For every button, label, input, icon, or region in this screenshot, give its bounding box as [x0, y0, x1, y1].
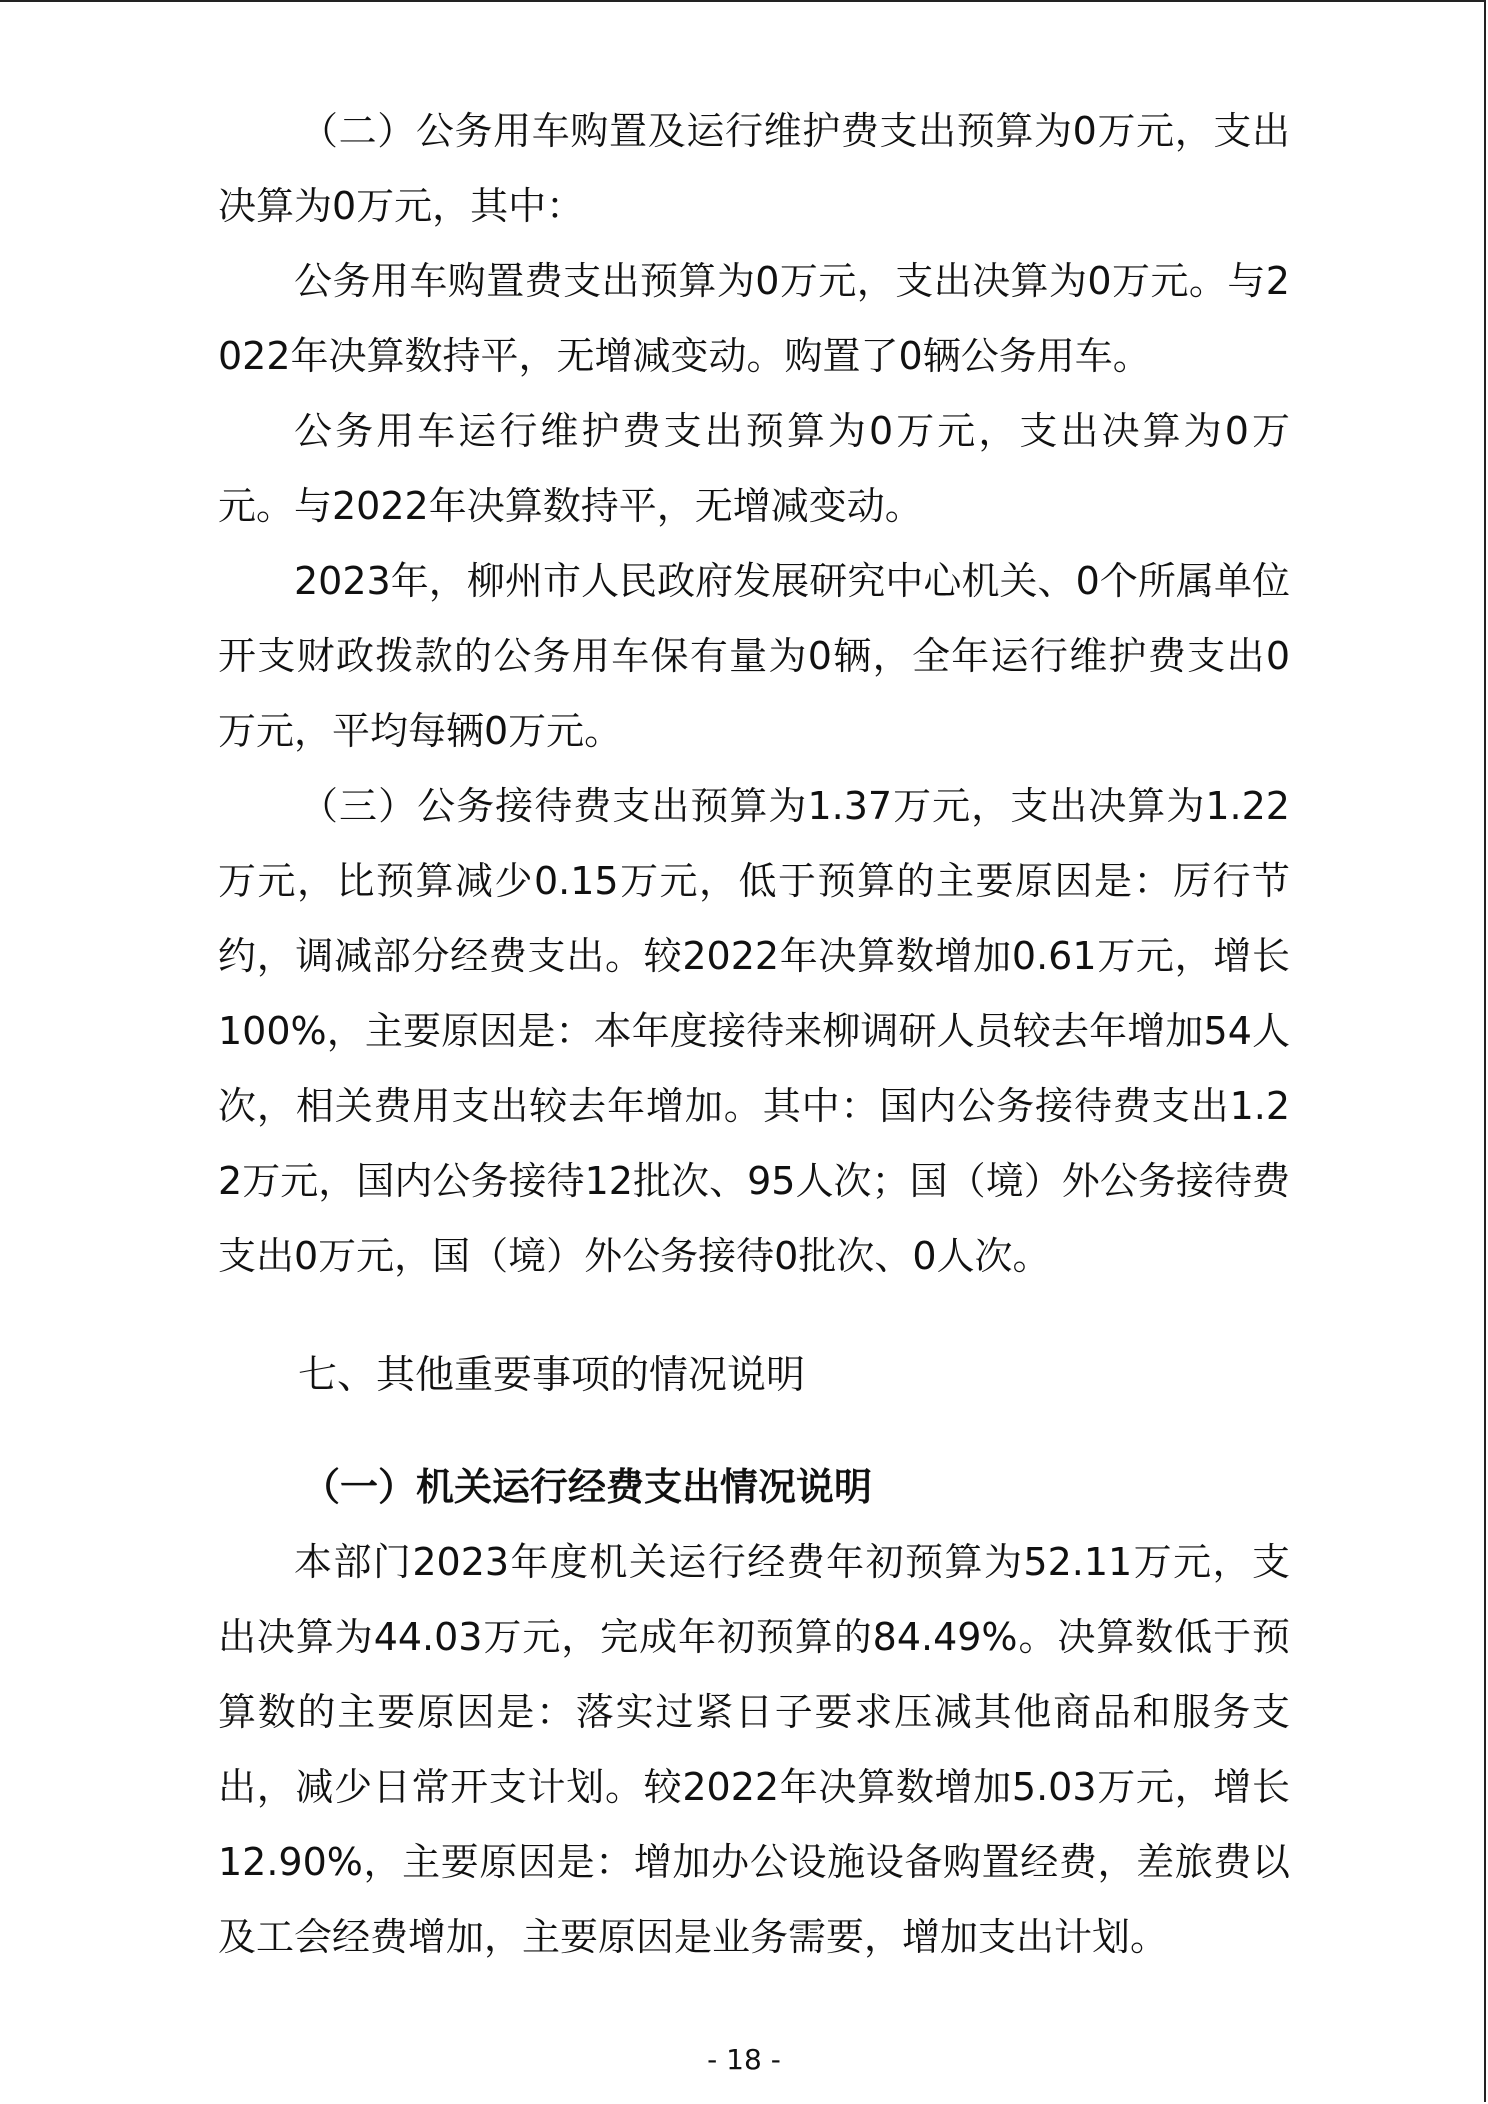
section-heading: 七、其他重要事项的情况说明 [298, 1353, 806, 1398]
paragraph-vehicle-purchase: 公务用车购置费支出预算为0万元，支出决算为0万元。与2022年决算数持平，无增减变动。购置了0辆公务用车。 [218, 259, 1290, 378]
paragraph-operating-expense: 本部门2023年度机关运行经费年初预算为52.11万元，支出决算为44.03万元，完成年初预算的84.49%。决算数低于预算数的主要原因是：落实过紧日子要求压减其他商品和服务支出，减少日常开支计划。较2022年决算数增加5.03万元，增长12.90%，主要原因是：增加办公设施设备购置经费，差旅费以及工会经费增加，主要原因是业务需要，增加支出计划。 [218, 1540, 1290, 1959]
paragraph-vehicle-inventory: 2023年，柳州市人民政府发展研究中心机关、0个所属单位开支财政拨款的公务用车保有量为0辆，全年运行维护费支出0万元，平均每辆0万元。 [218, 559, 1290, 753]
paragraph-reception-expense: （三）公务接待费支出预算为1.37万元，支出决算为1.22万元，比预算减少0.15万元，低于预算的主要原因是：厉行节约，调减部分经费支出。较2022年决算数增加0.61万元，增长100%，主要原因是：本年度接待来柳调研人员较去年增加54人次，相关费用支出较去年增加。其中：国内公务接待费支出1.22万元，国内公务接待12批次、95人次；国（境）外公务接待费支出0万元，国（境）外公务接待0批次、0人次。 [218, 784, 1290, 1278]
paragraph-vehicle-maintenance: 公务用车运行维护费支出预算为0万元，支出决算为0万元。与2022年决算数持平，无增减变动。 [218, 409, 1290, 528]
document-body [218, 94, 1290, 1975]
page-number: - 18 - [707, 2043, 781, 2076]
subsection-heading: （一）机关运行经费支出情况说明 [302, 1465, 873, 1509]
paragraph-vehicle-summary: （二）公务用车购置及运行维护费支出预算为0万元，支出决算为0万元，其中： [218, 109, 1290, 228]
